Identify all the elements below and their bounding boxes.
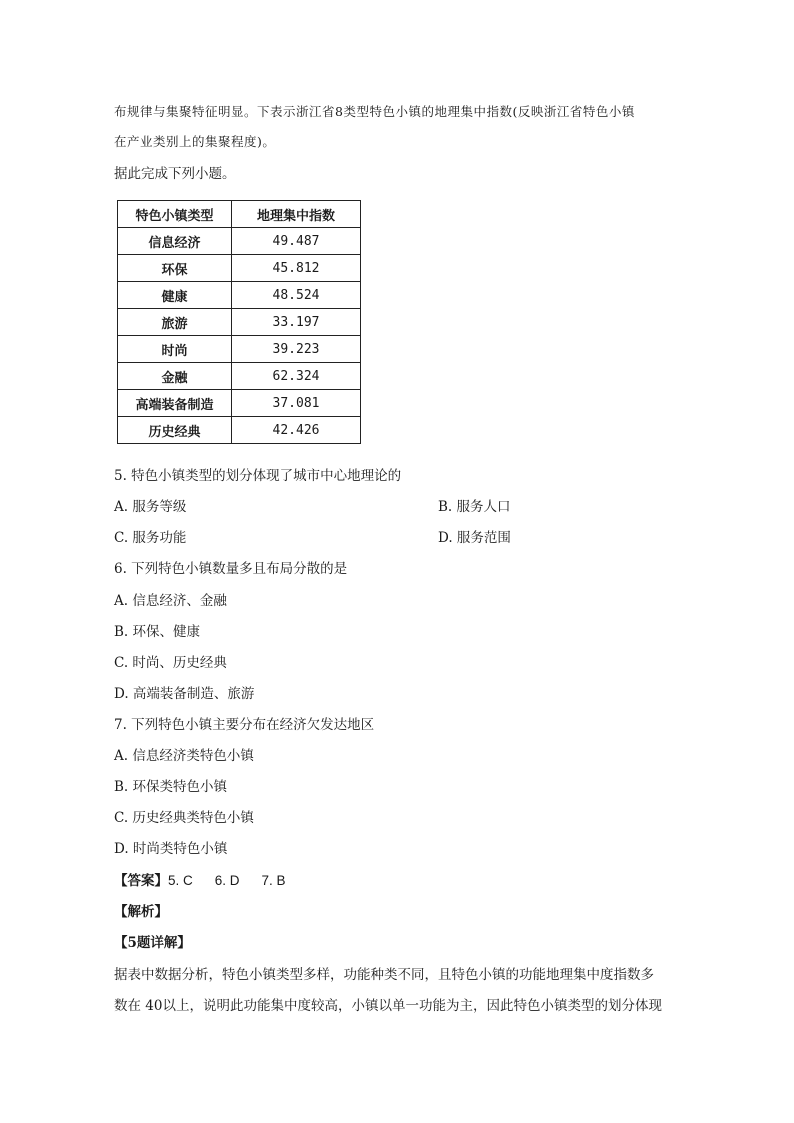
question-5-option-b: B. 服务人口 xyxy=(438,499,511,515)
question-6-option-c: C. 时尚、历史经典 xyxy=(114,655,227,671)
question-5-option-a: A. 服务等级 xyxy=(114,499,187,515)
table-cell-index: 33.197 xyxy=(232,309,361,336)
table-cell-type: 金融 xyxy=(118,363,232,390)
table-row xyxy=(118,336,361,363)
answer-item-5: 5. C xyxy=(168,873,193,888)
table-row xyxy=(118,309,361,336)
analysis-label: 【解析】 xyxy=(114,904,168,920)
table-cell-type: 历史经典 xyxy=(118,417,232,444)
intro-line-1: 布规律与集聚特征明显。下表示浙江省8类型特色小镇的地理集中指数(反映浙江省特色小镇 xyxy=(114,104,635,119)
question-5-stem: 5. 特色小镇类型的划分体现了城市中心地理论的 xyxy=(114,468,402,484)
table-row xyxy=(118,282,361,309)
table-cell-index: 49.487 xyxy=(232,228,361,255)
table-row xyxy=(118,363,361,390)
analysis-q5-label: 【5题详解】 xyxy=(114,935,191,951)
question-7-stem: 7. 下列特色小镇主要分布在经济欠发达地区 xyxy=(114,717,375,733)
question-6-option-b: B. 环保、健康 xyxy=(114,624,201,640)
analysis-line-2: 数在 40以上，说明此功能集中度较高，小镇以单一功能为主，因此特色小镇类型的划分体现 xyxy=(114,998,662,1014)
analysis-line-1: 据表中数据分析，特色小镇类型多样，功能种类不同，且特色小镇的功能地理集中度指数多 xyxy=(114,967,654,983)
table-cell-index: 48.524 xyxy=(232,282,361,309)
question-6-stem: 6. 下列特色小镇数量多且布局分散的是 xyxy=(114,561,348,577)
answer-label: 【答案】 xyxy=(114,873,168,889)
question-7-option-a: A. 信息经济类特色小镇 xyxy=(114,748,254,764)
table-cell-type: 健康 xyxy=(118,282,232,309)
table-row xyxy=(118,390,361,417)
table-cell-type: 高端装备制造 xyxy=(118,390,232,417)
question-6-option-d: D. 高端装备制造、旅游 xyxy=(114,686,255,702)
question-5-option-d: D. 服务范围 xyxy=(438,530,511,546)
table-cell-index: 45.812 xyxy=(232,255,361,282)
table-cell-index: 62.324 xyxy=(232,363,361,390)
table-cell-index: 42.426 xyxy=(232,417,361,444)
data-table xyxy=(117,200,361,444)
table-cell-index: 39.223 xyxy=(232,336,361,363)
question-6-option-a: A. 信息经济、金融 xyxy=(114,593,227,609)
intro-line-3: 据此完成下列小题。 xyxy=(114,166,236,182)
question-7-option-c: C. 历史经典类特色小镇 xyxy=(114,810,254,826)
table-row xyxy=(118,228,361,255)
answer-line xyxy=(114,871,286,891)
table-row xyxy=(118,255,361,282)
answer-item-7: 7. B xyxy=(261,873,286,888)
table-cell-type: 环保 xyxy=(118,255,232,282)
question-7-option-d: D. 时尚类特色小镇 xyxy=(114,841,228,857)
intro-line-2: 在产业类别上的集聚程度)。 xyxy=(114,134,276,149)
table-header-type: 特色小镇类型 xyxy=(118,201,232,228)
question-7-option-b: B. 环保类特色小镇 xyxy=(114,779,228,795)
table-cell-type: 信息经济 xyxy=(118,228,232,255)
table-cell-type: 旅游 xyxy=(118,309,232,336)
answer-item-6: 6. D xyxy=(214,873,240,888)
table-cell-type: 时尚 xyxy=(118,336,232,363)
table-cell-index: 37.081 xyxy=(232,390,361,417)
table-header-row xyxy=(118,201,361,228)
table-header-index: 地理集中指数 xyxy=(232,201,361,228)
table-row xyxy=(118,417,361,444)
question-5-option-c: C. 服务功能 xyxy=(114,530,187,546)
